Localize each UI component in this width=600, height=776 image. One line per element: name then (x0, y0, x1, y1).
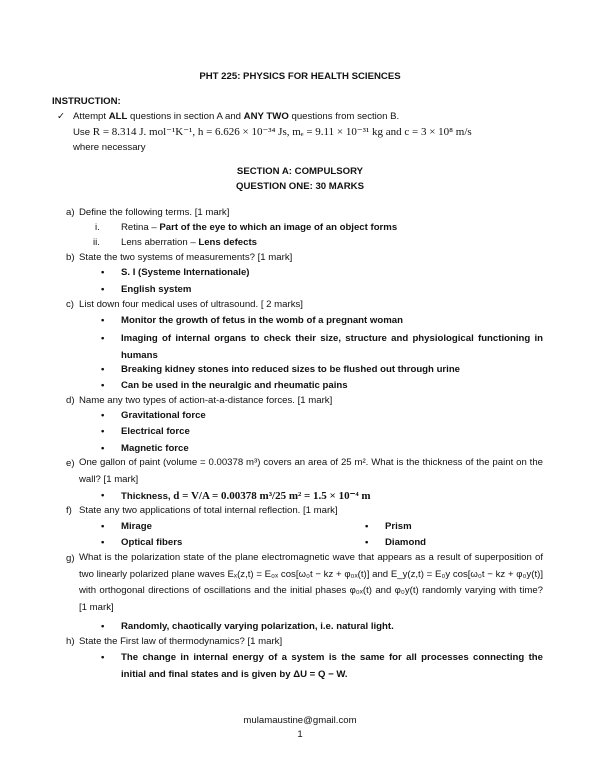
q-h-label: h) (66, 636, 75, 647)
course-title: PHT 225: PHYSICS FOR HEALTH SCIENCES (199, 71, 401, 82)
q-c-answer-3: • Breaking kidney stones into reduced sizes to be flushed out through urine (121, 364, 460, 376)
q-f-label: f) (66, 505, 72, 516)
q-b-label: b) (66, 252, 75, 263)
q-g-text: What is the polarization state of the plane electromagnetic wave that appears as a result of superposition of two linearly polarized plane waves Eₓ(z,t) = E₀ₓ cos[ω₀t − kz + φ₀ₓ(t)] and E_y(z,t) = E₀y cos[ω₀t − kz + φ₀y(t)] with orthogonal directions of oscillations and the initial phases φ₀ₓ(t) and φ₀y(t) randomly varying with time? [1 mark] (79, 552, 543, 613)
q-g-label: g) (66, 553, 75, 564)
q-a-i-label: i. (95, 222, 100, 233)
q-b-text: State the two systems of measurements? [1 mark] (79, 252, 293, 263)
q-f-text: State any two applications of total internal reflection. [1 mark] (79, 505, 338, 516)
q-b-answer-1: • S. I (Systeme Internationale) (121, 267, 250, 279)
q-a-ii-answer: Lens aberration – Lens defects (121, 237, 257, 248)
q-c-text: List down four medical uses of ultrasound. [ 2 marks] (79, 299, 303, 310)
q-e-answer: • Thickness, d = V/A = 0.00378 m³/25 m² = 1.5 × 10⁻⁴ m (121, 490, 371, 503)
q-d-text: Name any two types of action-at-a-distance forces. [1 mark] (79, 395, 333, 406)
q-f-answer-4: • Diamond (385, 537, 426, 549)
q-d-answer-2: • Electrical force (121, 426, 190, 438)
q-c-answer-4: • Can be used in the neuralgic and rheumatic pains (121, 380, 348, 392)
q-d-label: d) (66, 395, 75, 406)
footer-email: mulamaustine@gmail.com (243, 715, 357, 726)
check-mark-icon: ✓ (57, 111, 66, 122)
q-a-i-answer: Retina – Part of the eye to which an image of an object forms (121, 222, 398, 233)
q-h-text: State the First law of thermodynamics? [1 mark] (79, 636, 283, 647)
q-a-label: a) (66, 207, 75, 218)
q-h-answer: • The change in internal energy of a system is the same for all processes connecting the initial and final states and is given by ΔU = Q − W. (121, 650, 543, 683)
q-d-answer-1: • Gravitational force (121, 410, 206, 422)
q-e-text: One gallon of paint (volume = 0.00378 m³) covers an area of 25 m². What is the thickness of the paint on the wall? [1 mark] (79, 457, 543, 485)
q-c-label: c) (66, 299, 74, 310)
q-b-answer-2: • English system (121, 284, 191, 296)
question-title: QUESTION ONE: 30 MARKS (236, 181, 364, 192)
instruction-heading: INSTRUCTION: (52, 96, 121, 107)
q-g-answer: • Randomly, chaotically varying polarization, i.e. natural light. (121, 621, 394, 633)
q-f-answer-3: • Optical fibers (121, 537, 182, 549)
q-a-text: Define the following terms. [1 mark] (79, 207, 230, 218)
q-e-label: e) (66, 458, 75, 469)
q-c-answer-2: • Imaging of internal organs to check their size, structure and physiological functioning in humans (121, 331, 543, 364)
instruction-line-1: ✓ Attempt ALL questions in section A and ANY TWO questions from section B. (57, 111, 400, 122)
section-title: SECTION A: COMPULSORY (236, 166, 364, 177)
q-d-answer-3: • Magnetic force (121, 443, 189, 455)
q-f-answer-2: • Prism (385, 521, 412, 533)
q-c-answer-1: • Monitor the growth of fetus in the womb of a pregnant woman (121, 315, 403, 327)
q-f-answer-1: • Mirage (121, 521, 152, 533)
instruction-line-3: where necessary (73, 142, 146, 153)
page-number: 1 (297, 729, 303, 740)
q-a-ii-label: ii. (93, 237, 100, 248)
instruction-constants: Use R = 8.314 J. mol⁻¹K⁻¹, h = 6.626 × 10⁻³⁴ Js, mₑ = 9.11 × 10⁻³¹ kg and c = 3 × 10⁸ m/s (73, 126, 472, 138)
